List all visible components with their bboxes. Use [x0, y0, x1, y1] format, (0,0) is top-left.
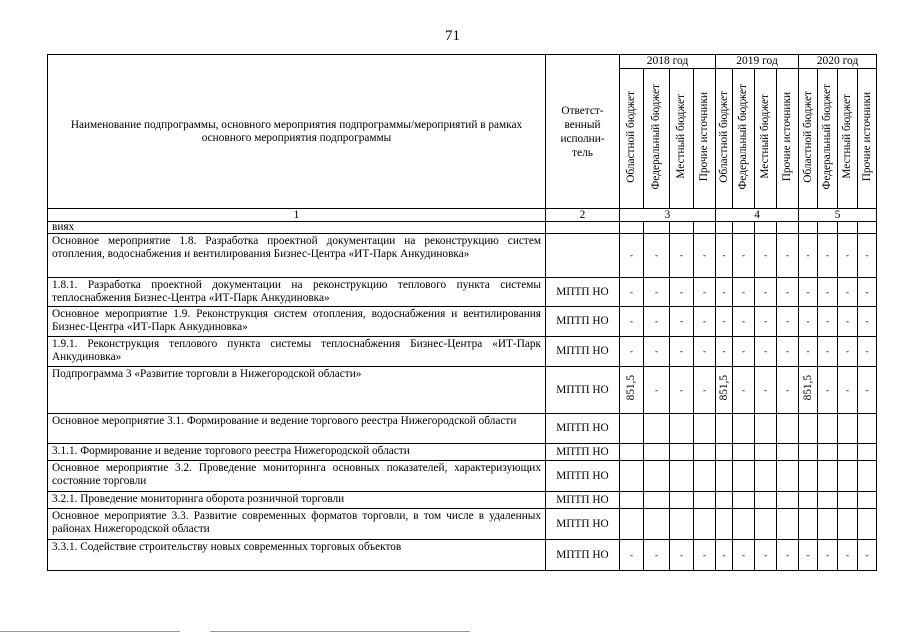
row-value: - [620, 307, 644, 337]
row-value: - [838, 540, 858, 571]
row-value [777, 461, 799, 492]
row-value [694, 222, 716, 234]
table-row [48, 278, 877, 307]
row-value: - [670, 337, 694, 367]
row-responsible: МПТП НО [546, 278, 620, 307]
row-value [716, 509, 733, 540]
column-number-2: 2 [546, 209, 620, 222]
row-value: - [858, 337, 877, 367]
row-value [818, 461, 838, 492]
header-source-3 [694, 69, 716, 209]
header-source-9 [818, 69, 838, 209]
row-value [838, 509, 858, 540]
row-value [644, 444, 670, 461]
header-responsible-line: венный [564, 118, 601, 131]
row-responsible: МПТП НО [546, 337, 620, 367]
row-value [716, 444, 733, 461]
row-value [799, 444, 818, 461]
row-value: - [733, 540, 755, 571]
row-value [620, 461, 644, 492]
row-value [644, 461, 670, 492]
row-value [670, 509, 694, 540]
row-value [755, 444, 777, 461]
row-value: - [799, 540, 818, 571]
table-row [48, 492, 877, 509]
row-value: - [755, 307, 777, 337]
table-row [48, 367, 877, 414]
table-row [48, 444, 877, 461]
row-value [694, 492, 716, 509]
row-value [755, 509, 777, 540]
row-value: - [799, 278, 818, 307]
row-responsible: МПТП НО [546, 461, 620, 492]
row-value [799, 461, 818, 492]
header-source-7 [777, 69, 799, 209]
row-value [799, 492, 818, 509]
row-value [818, 222, 838, 234]
header-responsible-line: Ответст- [561, 104, 604, 117]
row-value-text: 851,5 [717, 375, 730, 401]
header-responsible-line: тель [572, 146, 593, 159]
row-value [644, 222, 670, 234]
row-value [818, 444, 838, 461]
row-value: - [858, 278, 877, 307]
row-value [777, 509, 799, 540]
row-value [777, 492, 799, 509]
row-name: Основное мероприятие 3.2. Проведение мониторинга основных показателей, характеризующих состояние торговли [48, 461, 546, 492]
row-value: - [755, 367, 777, 414]
row-value [733, 222, 755, 234]
row-responsible: МПТП НО [546, 444, 620, 461]
column-number-1: 1 [48, 209, 546, 222]
header-source-label: Федеральный бюджет [821, 83, 834, 190]
row-name: 3.3.1. Содействие строительству новых современных торговых объектов [48, 540, 546, 571]
row-value [733, 461, 755, 492]
row-value [644, 509, 670, 540]
header-source-label: Местный бюджет [675, 94, 687, 179]
row-value [799, 509, 818, 540]
row-value [838, 222, 858, 234]
row-value: - [694, 367, 716, 414]
row-value [755, 414, 777, 444]
row-value [733, 444, 755, 461]
row-value [838, 444, 858, 461]
row-value [818, 414, 838, 444]
row-value [755, 492, 777, 509]
row-value [620, 444, 644, 461]
row-value: - [733, 307, 755, 337]
row-value: - [818, 367, 838, 414]
row-responsible: МПТП НО [546, 367, 620, 414]
row-value: - [838, 367, 858, 414]
row-value: - [620, 540, 644, 571]
row-value [620, 492, 644, 509]
header-source-2 [670, 69, 694, 209]
row-value: - [670, 234, 694, 278]
row-name: Основное мероприятие 1.8. Разработка проектной документации на реконструкцию систем отопления, водоснабжения и вентилирования Бизнес-Центра «ИТ-Парк Анкудиновка» [48, 234, 546, 278]
column-number-5: 5 [799, 209, 877, 222]
header-source-label: Областной бюджет [717, 90, 730, 183]
row-value [755, 222, 777, 234]
row-value: - [644, 367, 670, 414]
row-value: - [799, 337, 818, 367]
row-responsible: МПТП НО [546, 540, 620, 571]
row-value: - [858, 307, 877, 337]
row-value: - [777, 307, 799, 337]
table-row [48, 222, 877, 234]
row-value: - [620, 234, 644, 278]
row-value [716, 367, 733, 414]
row-value [733, 492, 755, 509]
row-value: - [716, 337, 733, 367]
header-source-0 [620, 69, 644, 209]
row-value: - [818, 540, 838, 571]
row-value [670, 444, 694, 461]
table-row [48, 509, 877, 540]
row-value: - [838, 337, 858, 367]
header-source-11 [858, 69, 877, 209]
row-value [620, 414, 644, 444]
row-value [838, 414, 858, 444]
row-value [838, 461, 858, 492]
row-value [644, 492, 670, 509]
row-value [858, 444, 877, 461]
row-value: - [644, 278, 670, 307]
row-value: - [777, 540, 799, 571]
header-source-label: Областной бюджет [625, 90, 637, 183]
row-value [858, 222, 877, 234]
row-value: - [670, 278, 694, 307]
row-value: - [644, 234, 670, 278]
row-value: - [858, 234, 877, 278]
row-name: Основное мероприятие 3.3. Развитие современных форматов торговли, в том числе в удаленных районах Нижегородской области [48, 509, 546, 540]
row-name: 1.8.1. Разработка проектной документации на реконструкцию теплового пункта системы теплоснабжения Бизнес-Центра «ИТ-Парк Анкудиновка» [48, 278, 546, 307]
row-value: - [694, 337, 716, 367]
row-value [799, 222, 818, 234]
header-source-8 [799, 69, 818, 209]
row-responsible: МПТП НО [546, 414, 620, 444]
row-value: - [858, 540, 877, 571]
header-source-1 [644, 69, 670, 209]
row-value: - [733, 367, 755, 414]
row-value: - [755, 540, 777, 571]
row-value [620, 367, 644, 414]
row-value: - [716, 307, 733, 337]
header-year-2020: 2020 год [799, 55, 877, 69]
row-value [670, 414, 694, 444]
row-value: - [818, 337, 838, 367]
row-value: - [670, 367, 694, 414]
header-source-label: Федеральный бюджет [737, 83, 750, 190]
row-value: - [620, 337, 644, 367]
row-value: - [838, 307, 858, 337]
row-value [716, 492, 733, 509]
row-value [777, 414, 799, 444]
row-responsible [546, 234, 620, 278]
row-responsible: МПТП НО [546, 307, 620, 337]
row-value: - [838, 278, 858, 307]
row-value: - [716, 234, 733, 278]
row-value: - [818, 307, 838, 337]
row-value: - [644, 540, 670, 571]
row-value [694, 444, 716, 461]
row-value: - [716, 540, 733, 571]
row-value [733, 414, 755, 444]
row-value [858, 414, 877, 444]
row-value [694, 509, 716, 540]
row-value [777, 222, 799, 234]
row-value: - [755, 337, 777, 367]
row-value [670, 492, 694, 509]
row-value [620, 222, 644, 234]
row-value: - [694, 234, 716, 278]
row-value [716, 414, 733, 444]
row-value: - [733, 278, 755, 307]
table-row [48, 307, 877, 337]
header-name-column: Наименование подпрограммы, основного мероприятия подпрограммы/мероприятий в рамках основного мероприятия подпрограммы [48, 55, 546, 209]
row-value: - [755, 234, 777, 278]
header-year-2018: 2018 год [620, 55, 716, 69]
row-value [777, 444, 799, 461]
column-number-3: 3 [620, 209, 716, 222]
header-source-10 [838, 69, 858, 209]
row-value [818, 492, 838, 509]
row-value: - [755, 278, 777, 307]
row-value: - [858, 367, 877, 414]
header-source-label: Местный бюджет [759, 94, 772, 179]
row-value: - [733, 337, 755, 367]
row-value [838, 492, 858, 509]
header-responsible-line: исполни- [560, 132, 605, 145]
row-value: - [694, 540, 716, 571]
row-value: - [777, 367, 799, 414]
row-value: - [694, 278, 716, 307]
table-row [48, 461, 877, 492]
header-year-2019: 2019 год [716, 55, 799, 69]
row-name: виях [48, 222, 546, 234]
header-source-label: Прочие источники [860, 91, 873, 182]
header-source-4 [716, 69, 733, 209]
row-name: Основное мероприятие 3.1. Формирование и ведение торгового реестра Нижегородской области [48, 414, 546, 444]
row-value [858, 492, 877, 509]
table-row [48, 414, 877, 444]
row-value [716, 222, 733, 234]
row-name: Основное мероприятие 1.9. Реконструкция систем отопления, водоснабжения и вентилирования Бизнес-Центра «ИТ-Парк Анкудиновка» [48, 307, 546, 337]
row-value: - [799, 307, 818, 337]
row-value: - [777, 234, 799, 278]
table-row [48, 337, 877, 367]
row-value [799, 367, 818, 414]
row-value: - [694, 307, 716, 337]
row-value: - [716, 278, 733, 307]
row-value: - [818, 234, 838, 278]
header-source-label: Областной бюджет [801, 90, 814, 183]
row-value: - [838, 234, 858, 278]
row-value: - [670, 540, 694, 571]
header-source-label: Прочие источники [781, 91, 794, 182]
row-value [670, 461, 694, 492]
header-responsible-column [546, 55, 620, 209]
bottom-rule [0, 631, 905, 632]
row-value [716, 461, 733, 492]
row-value [858, 509, 877, 540]
row-value [644, 414, 670, 444]
row-value: - [799, 234, 818, 278]
row-responsible: МПТП НО [546, 509, 620, 540]
header-source-label: Федеральный бюджет [650, 83, 662, 190]
row-value [818, 509, 838, 540]
column-number-4: 4 [716, 209, 799, 222]
row-value-text: 851,5 [801, 375, 814, 401]
table-row [48, 540, 877, 571]
row-value [694, 461, 716, 492]
row-value: - [670, 307, 694, 337]
row-name: 3.2.1. Проведение мониторинга оборота розничной торговли [48, 492, 546, 509]
header-source-6 [755, 69, 777, 209]
row-value [694, 414, 716, 444]
page-number: 71 [445, 28, 460, 44]
row-value [733, 509, 755, 540]
row-value [620, 509, 644, 540]
row-name: Подпрограмма 3 «Развитие торговли в Нижегородской области» [48, 367, 546, 414]
row-responsible [546, 222, 620, 234]
header-source-label: Местный бюджет [841, 94, 854, 179]
header-source-5 [733, 69, 755, 209]
row-value-text: 851,5 [625, 375, 637, 401]
row-value [799, 414, 818, 444]
row-name: 3.1.1. Формирование и ведение торгового реестра Нижегородской области [48, 444, 546, 461]
table-row [48, 234, 877, 278]
row-value: - [644, 307, 670, 337]
header-source-label: Прочие источники [698, 91, 710, 182]
row-value: - [733, 234, 755, 278]
row-value: - [777, 337, 799, 367]
row-value [755, 461, 777, 492]
row-value: - [777, 278, 799, 307]
row-value: - [818, 278, 838, 307]
row-value: - [620, 278, 644, 307]
row-value [670, 222, 694, 234]
row-value: - [644, 337, 670, 367]
row-value [858, 461, 877, 492]
budget-table [47, 54, 877, 571]
row-name: 1.9.1. Реконструкция теплового пункта системы теплоснабжения Бизнес-Центра «ИТ-Парк Анкудиновка» [48, 337, 546, 367]
row-responsible: МПТП НО [546, 492, 620, 509]
